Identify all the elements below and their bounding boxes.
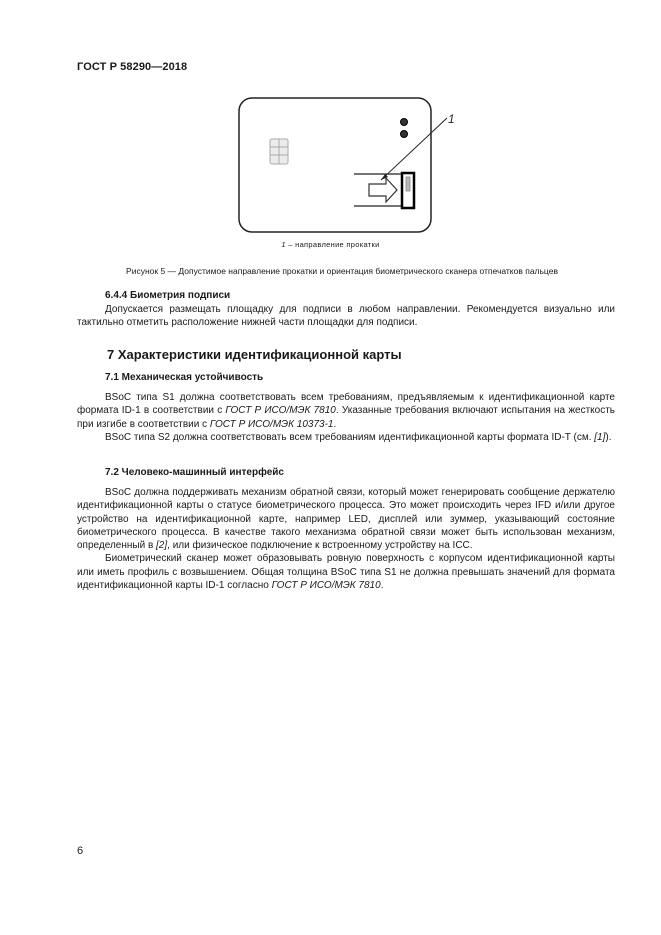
section-7-1	[77, 372, 615, 444]
section-heading: 7.2 Человеко-машинный интерфейс	[105, 467, 284, 478]
callout-leader-line	[381, 118, 447, 180]
paragraph: Биометрический сканер может образовывать ровную поверхность с корпусом идентификационной карты или иметь профиль с возвышением. Общая толщина BSoC типа S1 не должна превышать значений для формата идентификационной карты ID-1 согласно ГОСТ Р ИСО/МЭК 7810.	[77, 553, 615, 592]
section-7-2	[77, 467, 615, 592]
section-6-4-4	[77, 290, 615, 330]
paragraph: Допускается размещать площадку для подписи в любом направлении. Рекомендуется визуально или тактильно отметить расположение нижней части площадки для подписи.	[77, 304, 615, 329]
figure-legend: 1 – направление прокатки	[281, 240, 380, 249]
figure-card-diagram	[238, 97, 455, 233]
callout-number: 1	[448, 112, 455, 126]
paragraph: BSoC типа S1 должна соответствовать всем требованиям, предъявляемым к идентификационной карте формата ID-1 в соответствии с ГОСТ Р ИСО/МЭК 7810. Указанные требования включают испытания на жесткость при изгибе в соответствии с ГОСТ Р ИСО/МЭК 10373-1.	[77, 392, 615, 430]
rolling-direction-arrow-icon	[369, 178, 397, 202]
section-heading: 6.4.4 Биометрия подписи	[105, 290, 231, 301]
section-7-heading: 7 Характеристики идентификационной карты	[107, 347, 402, 362]
led-indicator-icon	[401, 119, 408, 126]
paragraph: BSoC должна поддерживать механизм обратной связи, который может генерировать сообщение держателю идентификационной карты о статусе биометрического процесса. Это может происходить через IFD и/или другое устройство на идентификационной карте, например LED, дисплей или зуммер, указывающий состояние биометрического процесса. В качестве такого механизма обратной связи может быть использован механизм, определенный в [2], или физическое подключение к встроенному устройству на ICC.	[77, 487, 615, 552]
figure-caption: Рисунок 5 — Допустимое направление прокатки и ориентация биометрического сканера отпечатков пальцев	[126, 266, 558, 276]
chip-icon	[270, 139, 288, 164]
led-indicator-icon	[401, 131, 408, 138]
card-outline	[239, 98, 431, 232]
page-number: 6	[77, 845, 84, 857]
section-heading: 7.1 Механическая устойчивость	[105, 372, 264, 383]
paragraph: BSoC типа S2 должна соответствовать всем требованиям идентификационной карты формата ID-T (см. [1]).	[105, 431, 612, 443]
document-header: ГОСТ Р 58290—2018	[77, 61, 188, 73]
